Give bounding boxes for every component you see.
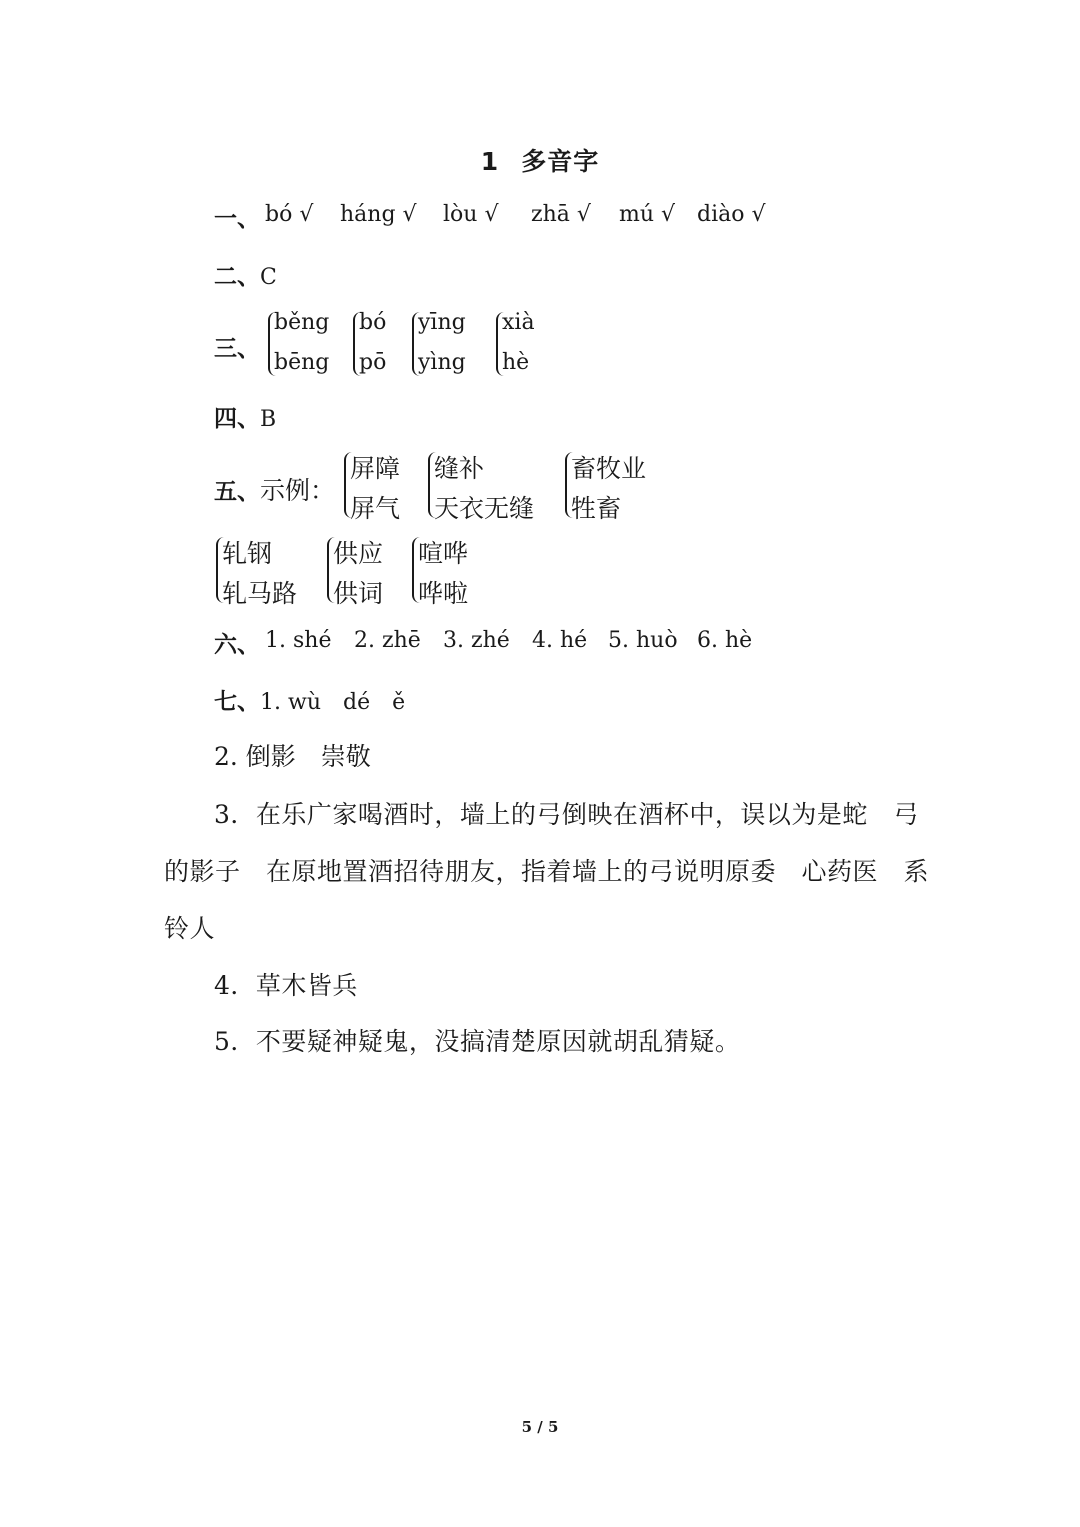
page-number: 5 / 5 <box>521 1418 559 1436</box>
word-a: 屏障 <box>350 454 401 483</box>
section-label: 二、 <box>214 264 260 290</box>
pinyin-b: bēng <box>274 350 330 375</box>
answer-line: 2. 倒影 崇敬 <box>214 742 371 771</box>
word-a: 供应 <box>333 539 384 568</box>
section-label: 一、 <box>214 206 260 232</box>
answer-item: háng √ <box>340 202 417 227</box>
answer-item: mú √ <box>619 202 676 227</box>
answer-item: 2. zhē <box>354 628 421 653</box>
answer-item: 3. zhé <box>443 628 510 653</box>
pinyin-a: xià <box>502 310 535 335</box>
section-5 <box>214 471 335 507</box>
section-2 <box>214 258 277 291</box>
answer-item: 1. shé <box>265 628 332 653</box>
section-7 <box>214 683 405 716</box>
section-label: 七、 <box>214 689 260 715</box>
answer-line: 1. wù dé ě <box>260 690 406 715</box>
page-title <box>0 142 1080 178</box>
word-a: 喧哗 <box>418 539 469 568</box>
pinyin-b: hè <box>502 350 530 375</box>
answer-item: 6. hè <box>697 628 753 653</box>
answer-line: 5．不要疑神疑鬼，没搞清楚原因就胡乱猜疑。 <box>214 1027 741 1056</box>
section-3 <box>214 330 260 363</box>
answer-item: lòu √ <box>443 202 499 227</box>
word-b: 哗啦 <box>418 579 469 608</box>
word-a: 畜牧业 <box>571 454 647 483</box>
word-b: 天衣无缝 <box>434 494 535 523</box>
word-a: 轧钢 <box>222 539 273 568</box>
answer-item: diào √ <box>697 202 766 227</box>
pinyin-b: yìng <box>418 350 466 375</box>
example-prefix: 示例： <box>260 476 336 505</box>
word-b: 轧马路 <box>222 579 298 608</box>
section-label: 三、 <box>214 336 260 362</box>
word-b: 供词 <box>333 579 384 608</box>
pinyin-a: bó <box>359 310 387 335</box>
title-text: 多音字 <box>521 147 600 176</box>
answer-paragraph-line: 铃人 <box>164 914 216 943</box>
answer-line: 4．草木皆兵 <box>214 971 358 1000</box>
word-a: 缝补 <box>434 454 485 483</box>
section-label: 四、 <box>214 406 260 432</box>
word-b: 牲畜 <box>571 494 622 523</box>
section-1 <box>214 200 260 233</box>
answer-item: zhā √ <box>531 202 591 227</box>
word-b: 屏气 <box>350 494 401 523</box>
answer-paragraph-line: 3．在乐广家喝酒时，墙上的弓倒映在酒杯中，误以为是蛇 弓 <box>214 800 919 829</box>
answer-item: 4. hé <box>532 628 588 653</box>
section-4 <box>214 400 276 433</box>
answer-paragraph-line: 的影子 在原地置酒招待朋友，指着墙上的弓说明原委 心药医 系 <box>164 857 930 886</box>
answer-text: B <box>260 407 277 432</box>
section-label: 五、 <box>214 479 260 505</box>
pinyin-b: pō <box>359 350 387 375</box>
answer-item: bó √ <box>265 202 314 227</box>
answer-text: C <box>260 265 277 290</box>
section-6 <box>214 626 260 659</box>
title-number: 1 <box>480 147 500 176</box>
answer-item: 5. huò <box>608 628 678 653</box>
pinyin-a: běng <box>274 310 330 335</box>
pinyin-a: yīng <box>418 310 466 335</box>
section-label: 六、 <box>214 632 260 658</box>
